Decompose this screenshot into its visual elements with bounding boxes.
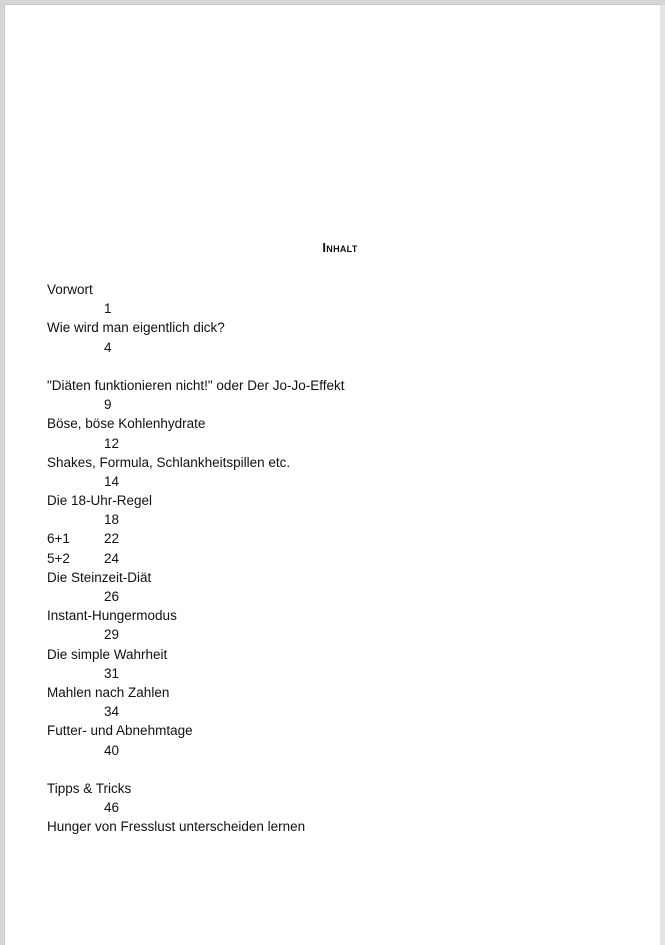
toc-entry-title: Die Steinzeit-Diät bbox=[47, 569, 152, 585]
toc-page-number: 40 bbox=[104, 742, 120, 758]
toc-page-number: 29 bbox=[104, 627, 120, 643]
toc-page-number: 22 bbox=[104, 531, 120, 547]
toc-entry-title: "Diäten funktionieren nicht!" oder Der Jo-Jo-Effekt bbox=[47, 377, 345, 393]
toc-entry-title: Hunger von Fresslust unterscheiden lernen bbox=[47, 819, 306, 835]
toc-page-number: 4 bbox=[104, 339, 112, 355]
toc-entry-title: Die 18-Uhr-Regel bbox=[47, 493, 153, 509]
toc-entry-title: 6+1 bbox=[47, 531, 70, 547]
toc-page-number: 12 bbox=[104, 435, 120, 451]
toc-entry-title: Wie wird man eigentlich dick? bbox=[47, 320, 225, 336]
toc-page-number: 24 bbox=[104, 550, 120, 566]
toc-entry-title: Futter- und Abnehmtage bbox=[47, 723, 193, 739]
table-of-contents bbox=[47, 280, 647, 836]
toc-entry-title: Shakes, Formula, Schlankheitspillen etc. bbox=[47, 454, 291, 470]
toc-entry-title: 5+2 bbox=[47, 550, 70, 566]
toc-entry-title: Mahlen nach Zahlen bbox=[47, 684, 170, 700]
toc-entry-title: Böse, böse Kohlenhydrate bbox=[47, 416, 206, 432]
toc-page-number: 1 bbox=[104, 301, 112, 317]
toc-page-number: 9 bbox=[104, 397, 112, 413]
toc-heading: Inhalt bbox=[322, 240, 358, 255]
toc-page-number: 26 bbox=[104, 589, 120, 604]
toc-entry bbox=[47, 549, 647, 568]
document-page[interactable] bbox=[5, 5, 660, 945]
toc-page-number: 18 bbox=[104, 512, 120, 528]
toc-page-number: 34 bbox=[104, 704, 120, 720]
toc-entry-title: Die simple Wahrheit bbox=[47, 646, 168, 662]
toc-page-number: 46 bbox=[104, 800, 120, 816]
toc-spacer bbox=[47, 760, 647, 779]
toc-page-number: 31 bbox=[104, 665, 120, 681]
toc-page-number: 14 bbox=[104, 473, 120, 489]
toc-spacer bbox=[47, 357, 647, 376]
toc-entry-title: Tipps & Tricks bbox=[47, 780, 132, 796]
toc-entry-title: Instant-Hungermodus bbox=[47, 608, 177, 624]
toc-entry-title: Vorwort bbox=[47, 282, 93, 297]
toc-entry bbox=[47, 529, 647, 548]
scroll-edge bbox=[660, 5, 665, 945]
